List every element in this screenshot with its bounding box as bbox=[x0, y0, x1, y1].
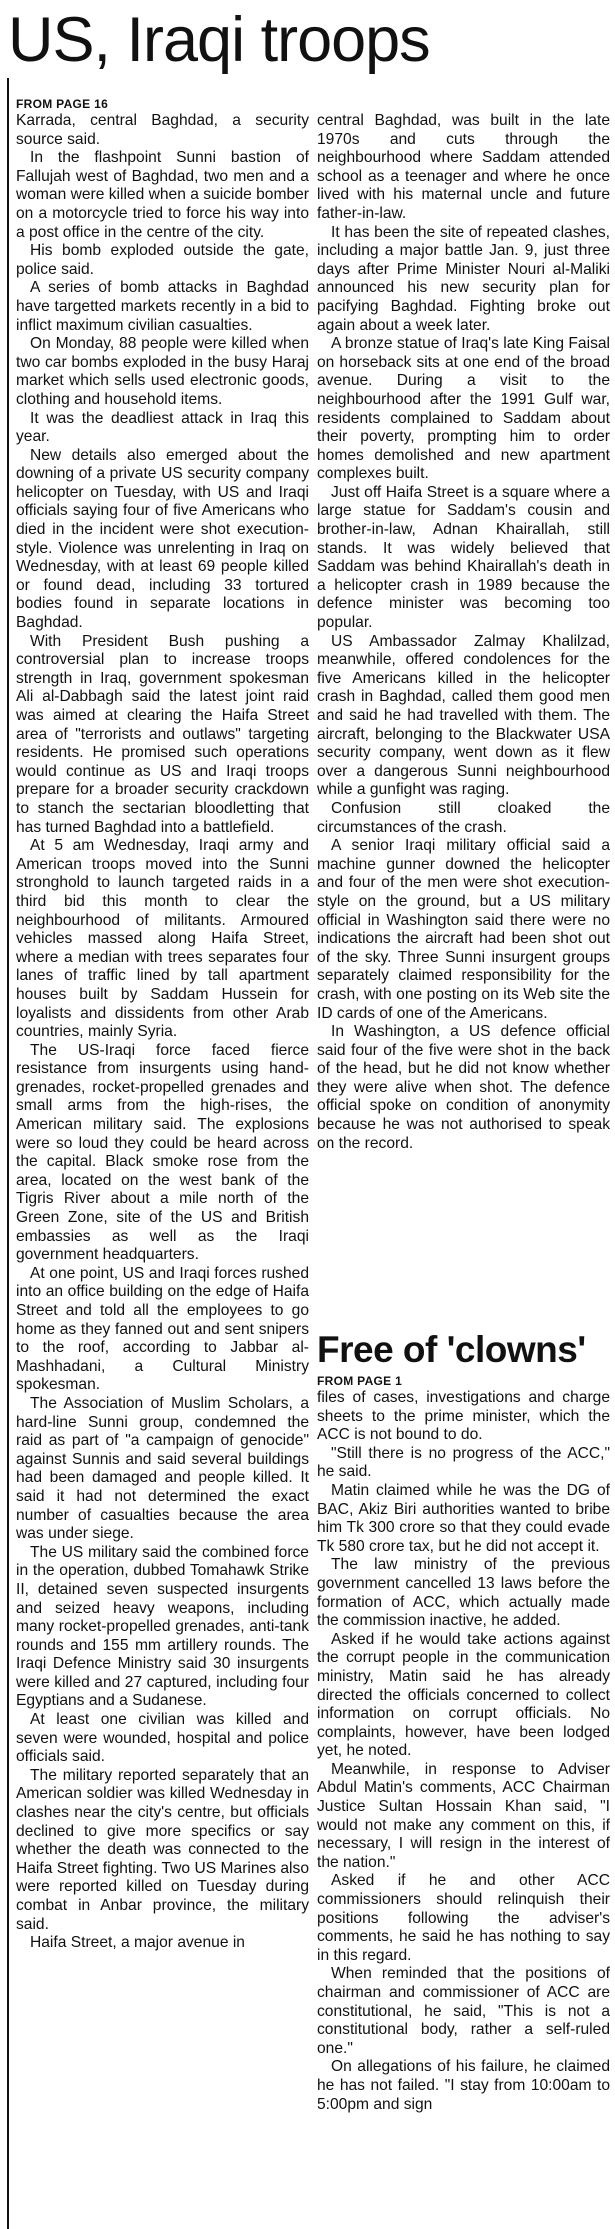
story2-paragraph: "Still there is no progress of the ACC," he said. bbox=[317, 1444, 610, 1481]
story1-paragraph: It has been the site of repeated clashes, including a major battle Jan. 9, just three days after Prime Minister Nouri al-Maliki announced his new security plan for pacifying Baghdad. Fighting broke out again about a week later. bbox=[317, 223, 610, 334]
story1-paragraph: The US-Iraqi force faced fierce resistance from insurgents using hand-grenades, rocket-propelled grenades and small arms from the high-rises, the American military said. The explosions were so loud they could be heard across the capital. Black smoke rose from the area, located on the west bank of the Tigris River about a mile north of the Green Zone, site of the US and British embassies as well as the Iraqi government headquarters. bbox=[16, 1041, 309, 1264]
story1-paragraph: New details also emerged about the downing of a private US security company helicopter on Tuesday, with US and Iraqi officials saying four of five Americans who died in the incident were shot execution-style. Violence was unrelenting in Iraq on Wednesday, with at least 69 people killed or found dead, including 33 tortured bodies found in separate locations in Baghdad. bbox=[16, 446, 309, 632]
story2-paragraph: Asked if he would take actions against the corrupt people in the communication ministry, Matin said he has already directed the officials concerned to collect information on corrupt officials. No complaints, however, have been lodged yet, he noted. bbox=[317, 1630, 610, 1760]
story1-paragraph: Confusion still cloaked the circumstances of the crash. bbox=[317, 799, 610, 836]
story2-column bbox=[317, 1389, 610, 2114]
story1-paragraph: A senior Iraqi military official said a machine gunner downed the helicopter and four of the men were shot execution-style on the ground, but a US military official in Washington said there were no indications the aircraft had been shot out of the sky. Three Sunni insurgent groups separately claimed responsibility for the crash, with one posting on its Web site the ID cards of one of the Americans. bbox=[317, 837, 610, 1022]
story1-paragraph: Just off Haifa Street is a square where a large statue for Saddam's cousin and brother-in-law, Adnan Khairallah, still stands. It was widely believed that Saddam was behind Khairallah's death in a helicopter crash in 1989 because the defence minister was becoming too popular. bbox=[317, 483, 610, 632]
story2-headline: Free of 'clowns' bbox=[317, 1329, 586, 1370]
story2-paragraph: Asked if he and other ACC commissioners should relinquish their positions following the adviser's comments, he said he has nothing to say in this regard. bbox=[317, 1872, 610, 1964]
story1-paragraph: The military reported separately that an American soldier was killed Wednesday in clashes near the city's centre, but officials declined to give more specifics or say whether the death was connected to the Haifa Street fighting. Two US Marines also were reported killed on Tuesday during combat in Anbar province, the military said. bbox=[16, 1766, 309, 1933]
story1-paragraph-continued: central Baghdad, was built in the late 1970s and cuts through the neighbourhood where Saddam attended school as a teenager and where he once lived with his maternal uncle and future father-in-law. bbox=[317, 112, 610, 222]
story2-paragraph: files of cases, investigations and charge sheets to the prime minister, which the ACC is not bound to do. bbox=[317, 1389, 610, 1444]
story1-paragraph: In Washington, a US defence official said four of the five were shot in the back of the head, but he did not know whether they were alive when shot. The defence official spoke on condition of anonymity because he was not authorised to speak on the record. bbox=[317, 1023, 610, 1152]
story1-column-1 bbox=[16, 97, 309, 1953]
story2 bbox=[317, 1327, 610, 2114]
story1-paragraph: It was the deadliest attack in Iraq this year. bbox=[16, 409, 309, 446]
story1-paragraph: US Ambassador Zalmay Khalilzad, meanwhile, offered condolences for the five Americans killed in the helicopter crash in Baghdad, called them good men and said he had travelled with them. The aircraft, belonging to the Blackwater USA security company, went down as it flew over a dangerous Sunni neighbourhood while a gunfight was raging. bbox=[317, 632, 610, 799]
story1-paragraph: A series of bomb attacks in Baghdad have targetted markets recently in a bid to inflict maximum civilian casualties. bbox=[16, 279, 309, 334]
story1-paragraph: At least one civilian was killed and seven were wounded, hospital and police officials said. bbox=[16, 1711, 309, 1766]
story1-paragraph: At one point, US and Iraqi forces rushed into an office building on the edge of Haifa Street and told all the employees to go home as they fanned out and sent snipers to the roof, according to Jabbar al-Mashhadani, a Cultural Ministry spokesman. bbox=[16, 1264, 309, 1394]
story1-paragraph: The Association of Muslim Scholars, a hard-line Sunni group, condemned the raid as part of "a campaign of genocide" against Sunnis and said several buildings had been damaged and people killed. It said it had not determined the exact number of casualties because the area was under siege. bbox=[16, 1394, 309, 1543]
story1-paragraph: Karrada, central Baghdad, a security source said. bbox=[16, 112, 309, 148]
column-rule bbox=[7, 78, 9, 2229]
story1-paragraph: His bomb exploded outside the gate, police said. bbox=[16, 242, 309, 278]
story1-paragraph: The US military said the combined force in the operation, dubbed Tomahawk Strike II, detained seven suspected insurgents and seized heavy weapons, including many rocket-propelled grenades, anti-tank rounds and 155 mm artillery rounds. The Iraqi Defence Ministry said 30 insurgents were killed and 27 captured, including four Egyptians and a Sudanese. bbox=[16, 1543, 309, 1710]
story1-paragraph: At 5 am Wednesday, Iraqi army and American troops moved into the Sunni stronghold to launch targeted raids in a third bid this month to clear the neighbourhood of militants. Armoured vehicles massed along Haifa Street, where a median with trees separates four lanes of traffic lined by tall apartment houses built by Saddam Hussein for loyalists and dissidents from other Arab countries, mainly Syria. bbox=[16, 837, 309, 1041]
story1-paragraph: On Monday, 88 people were killed when two car bombs exploded in the busy Haraj market which sells used electronic goods, clothing and household items. bbox=[16, 335, 309, 408]
story1-from-page: FROM PAGE 16 bbox=[16, 97, 109, 111]
story2-paragraph: The law ministry of the previous government cancelled 13 laws before the formation of ACC, which actually made the commission inactive, he added. bbox=[317, 1556, 610, 1630]
story2-paragraph: On allegations of his failure, he claimed he has not failed. "I stay from 10:00am to 5:00pm and sign bbox=[317, 2058, 610, 2113]
story2-paragraph: Matin claimed while he was the DG of BAC, Akiz Biri authorities wanted to bribe him Tk 300 crore so that they could evade Tk 580 crore tax, but he did not accept it. bbox=[317, 1481, 610, 1555]
story2-paragraph: When reminded that the positions of chairman and commissioner of ACC are constitutional, he said, "This is not a constitutional body, rather a self-ruled one." bbox=[317, 1965, 610, 2057]
story1-paragraph-split: Haifa Street, a major avenue in bbox=[30, 1934, 245, 1952]
story1-paragraph: A bronze statue of Iraq's late King Faisal on horseback sits at one end of the broad avenue. During a visit to the neighbourhood after the 1991 Gulf war, residents complained to Saddam about their poverty, prompting him to order homes demolished and new apartment complexes built. bbox=[317, 335, 610, 483]
story1-paragraph: In the flashpoint Sunni bastion of Fallujah west of Baghdad, two men and a woman were killed when a suicide bomber on a motorcycle tried to force his way into a post office in the centre of the city. bbox=[16, 149, 309, 241]
story2-from-page: FROM PAGE 1 bbox=[317, 1374, 403, 1388]
story1-headline: US, Iraqi troops bbox=[8, 5, 430, 75]
story1-paragraph: With President Bush pushing a controversial plan to increase troops strength in Iraq, government spokesman Ali al-Dabbagh said the latest joint raid was aimed at clearing the Haifa Street area of "terrorists and outlaws" targeting residents. He promised such operations would continue as US and Iraqi troops prepare for a broader security crackdown to stanch the sectarian bloodletting that has turned Baghdad into a battlefield. bbox=[16, 632, 309, 836]
story2-paragraph: Meanwhile, in response to Adviser Abdul Matin's comments, ACC Chairman Justice Sultan Hossain Khan said, "I would not make any comment on this, if necessary, I will resign in the interest of the nation." bbox=[317, 1760, 610, 1871]
story1-column-2 bbox=[317, 112, 610, 1153]
